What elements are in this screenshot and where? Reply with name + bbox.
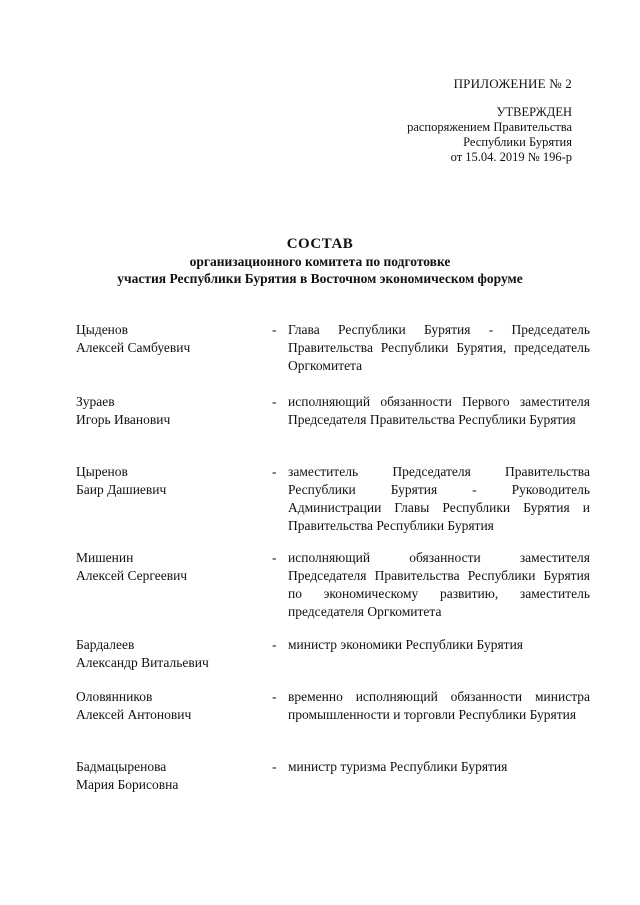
member-surname: Мишенин [76,550,134,565]
member-name [76,549,272,636]
member-surname: Бардалеев [76,637,135,652]
member-name [76,636,272,688]
member-row [76,758,590,798]
member-row [76,688,590,758]
member-dash: - [272,322,277,337]
title-line-2: участия Республики Бурятия в Восточном экономическом форуме [117,271,523,286]
document-title [0,235,640,287]
member-name [76,758,272,798]
member-dash: - [272,394,277,409]
approval-line: Республики Бурятия [463,135,572,149]
member-given-name: Александр Витальевич [76,655,209,670]
member-dash: - [272,759,277,774]
member-role: исполняющий обязанности заместителя Председателя Правительства Республики Бурятия по экономическому развитию, заместитель председателя Оргкомитета [288,550,590,619]
member-name [76,393,272,463]
member-role: министр туризма Республики Бурятия [288,759,508,774]
appendix-label: ПРИЛОЖЕНИЕ № 2 [453,76,572,91]
members-list [76,321,590,798]
member-dash: - [272,550,277,565]
member-given-name: Алексей Самбуевич [76,340,191,355]
member-role: исполняющий обязанности Первого заместителя Председателя Правительства Республики Бурятия [288,394,590,427]
approval-line: УТВЕРЖДЕН [496,105,572,119]
member-surname: Зураев [76,394,115,409]
member-dash: - [272,637,277,652]
member-role: временно исполняющий обязанности министра промышленности и торговли Республики Бурятия [288,689,590,722]
member-surname: Цыренов [76,464,128,479]
member-dash: - [272,689,277,704]
member-dash: - [272,464,277,479]
member-given-name: Алексей Антонович [76,707,192,722]
member-row [76,549,590,636]
member-given-name: Мария Борисовна [76,777,179,792]
member-row [76,321,590,393]
member-name [76,321,272,393]
member-name [76,463,272,549]
member-row [76,636,590,688]
member-row [76,463,590,549]
member-surname: Бадмацыренова [76,759,167,774]
member-surname: Цыденов [76,322,129,337]
member-surname: Оловянников [76,689,153,704]
member-given-name: Баир Дашиевич [76,482,167,497]
member-role: заместитель Председателя Правительства Республики Бурятия - Руководитель Администрации Главы Республики Бурятия и Правительства Республики Бурятия [288,464,590,533]
member-given-name: Алексей Сергеевич [76,568,188,583]
approval-line: распоряжением Правительства [407,120,572,134]
member-role: Глава Республики Бурятия - Председатель Правительства Республики Бурятия, председатель Оргкомитета [288,322,590,373]
member-given-name: Игорь Иванович [76,412,171,427]
member-role: министр экономики Республики Бурятия [288,637,524,652]
member-name [76,688,272,758]
title-main: СОСТАВ [286,236,354,252]
approval-date-line: от 15.04. 2019 № 196-р [450,150,572,164]
approval-block [407,105,572,165]
member-row [76,393,590,463]
title-line-1: организационного комитета по подготовке [189,254,451,269]
